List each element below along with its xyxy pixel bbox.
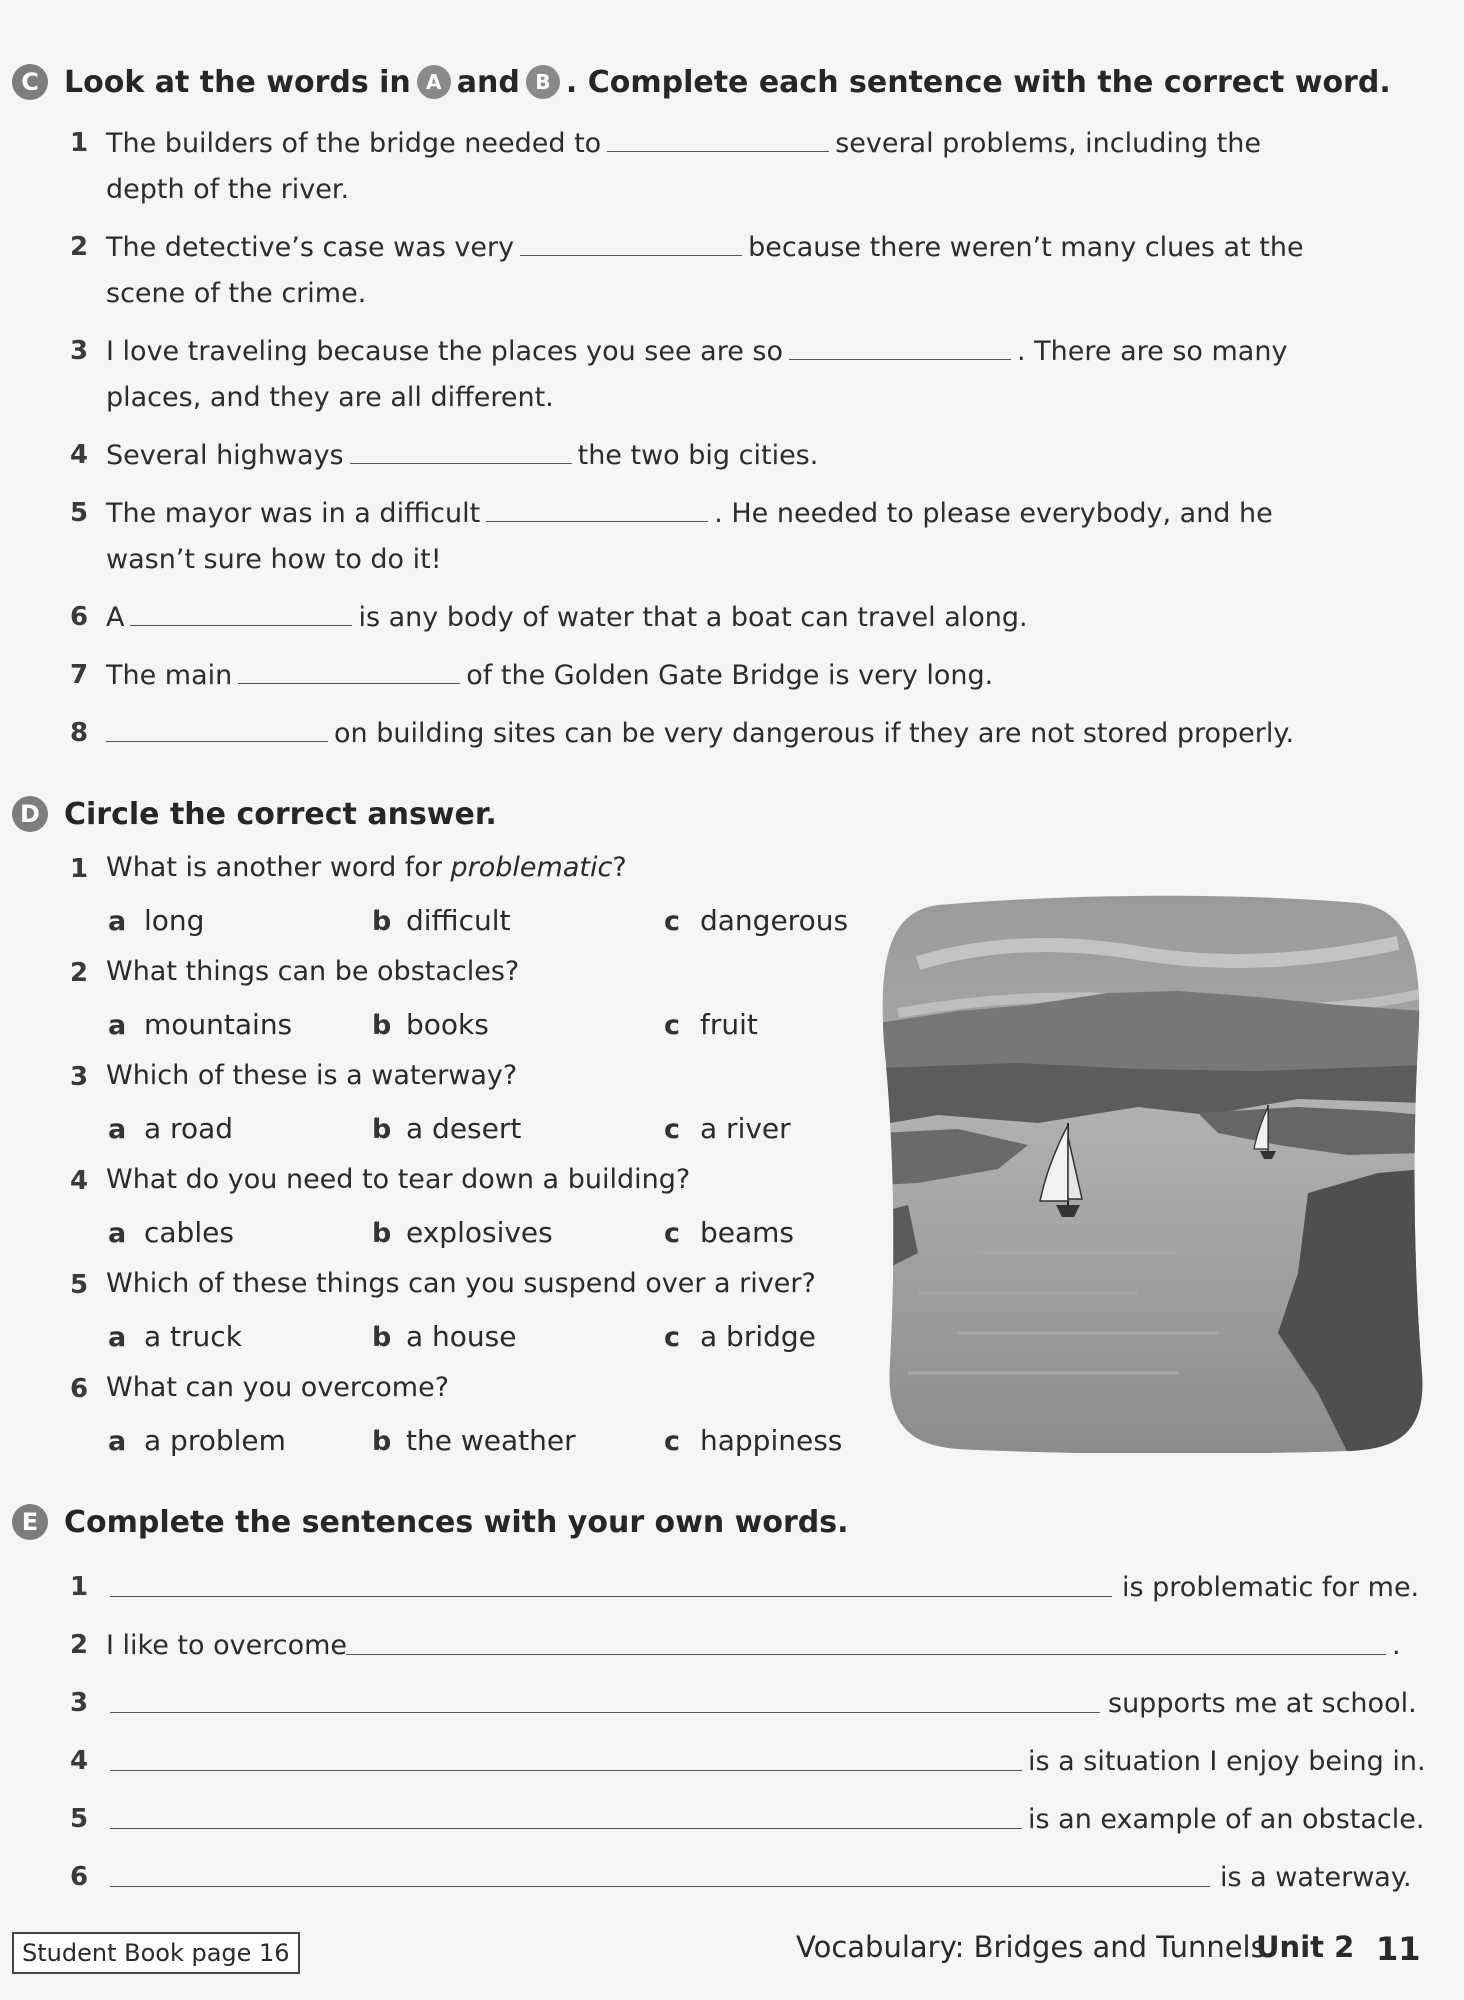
d6-option-b[interactable]: the weather [406, 1424, 576, 1457]
c-item-1-cont: depth of the river. [106, 174, 350, 205]
c6-answer-blank[interactable] [130, 605, 352, 626]
c-item-number: 1 [70, 128, 89, 158]
d1-option-b[interactable]: difficult [406, 904, 511, 937]
option-letter-a: a [108, 1426, 127, 1457]
d1-option-c[interactable]: dangerous [700, 904, 849, 937]
c-item-number: 7 [70, 660, 89, 690]
d4-option-c[interactable]: beams [700, 1216, 795, 1249]
option-letter-b: b [372, 906, 392, 937]
d4-option-a[interactable]: cables [144, 1216, 234, 1249]
d5-option-a[interactable]: a truck [144, 1320, 242, 1353]
d-question-number: 5 [70, 1270, 89, 1300]
section-d-badge: D [12, 796, 48, 832]
c-item-number: 2 [70, 232, 89, 262]
option-letter-a: a [108, 1114, 127, 1145]
e-item-2-period: . [1392, 1630, 1401, 1661]
e-item-5-text: is an example of an obstacle. [1028, 1804, 1425, 1835]
c-item-7: The main of the Golden Gate Bridge is very long. [106, 660, 994, 691]
e-item-3-text: supports me at school. [1108, 1688, 1417, 1719]
section-c-badge: C [12, 64, 48, 100]
e4-answer-line[interactable] [110, 1748, 1022, 1771]
option-letter-a: a [108, 906, 127, 937]
e-item-6-text: is a waterway. [1220, 1862, 1412, 1893]
c-item-5: The mayor was in a difficult . He needed to please everybody, and he [106, 498, 1273, 529]
d6-option-c[interactable]: happiness [700, 1424, 843, 1457]
section-b-ref-badge: B [526, 65, 560, 99]
c3-answer-blank[interactable] [789, 339, 1011, 360]
c-item-8: on building sites can be very dangerous if they are not stored properly. [100, 716, 1294, 752]
e3-answer-line[interactable] [110, 1690, 1100, 1713]
c-item-4: Several highways the two big cities. [106, 440, 819, 471]
student-book-reference: Student Book page 16 [12, 1932, 300, 1974]
river-sailboats-illustration [878, 893, 1424, 1453]
e-item-number: 1 [70, 1572, 89, 1602]
c-item-3: I love traveling because the places you see are so . There are so many [106, 336, 1288, 367]
c7-answer-blank[interactable] [238, 663, 460, 684]
option-letter-c: c [664, 1426, 681, 1457]
e-item-number: 2 [70, 1630, 89, 1660]
c2-answer-blank[interactable] [520, 235, 742, 256]
e-item-number: 4 [70, 1746, 89, 1776]
e-item-number: 6 [70, 1862, 89, 1892]
e-item-number: 5 [70, 1804, 89, 1834]
c8-answer-blank[interactable] [106, 721, 328, 742]
e-item-number: 3 [70, 1688, 89, 1718]
d-question-number: 3 [70, 1062, 89, 1092]
option-letter-c: c [664, 1322, 681, 1353]
d3-option-b[interactable]: a desert [406, 1112, 522, 1145]
d6-option-a[interactable]: a problem [144, 1424, 286, 1457]
footer-unit: Unit 2 [1256, 1930, 1355, 1964]
page-number: 11 [1376, 1930, 1421, 1968]
d3-option-a[interactable]: a road [144, 1112, 234, 1145]
c-item-3-cont: places, and they are all different. [106, 382, 554, 413]
section-e-heading [12, 1504, 849, 1540]
e5-answer-line[interactable] [110, 1806, 1022, 1829]
section-d-heading [12, 796, 497, 832]
option-letter-b: b [372, 1010, 392, 1041]
d-question-5: Which of these things can you suspend over a river? [106, 1268, 816, 1299]
c-item-number: 4 [70, 440, 89, 470]
e2-answer-line[interactable] [346, 1632, 1386, 1655]
d5-option-c[interactable]: a bridge [700, 1320, 816, 1353]
e-item-4-text: is a situation I enjoy being in. [1028, 1746, 1426, 1777]
option-letter-a: a [108, 1010, 127, 1041]
c-item-number: 3 [70, 336, 89, 366]
c-item-6: A is any body of water that a boat can travel along. [106, 602, 1028, 633]
option-letter-b: b [372, 1426, 392, 1457]
section-c-instruction: Look at the words in A and B . Complete each sentence with the correct word. [64, 64, 1391, 100]
d-question-4: What do you need to tear down a building? [106, 1164, 691, 1195]
option-letter-a: a [108, 1322, 127, 1353]
option-letter-b: b [372, 1114, 392, 1145]
e-item-1-text: is problematic for me. [1122, 1572, 1420, 1603]
d2-option-a[interactable]: mountains [144, 1008, 293, 1041]
c-item-2: The detective’s case was very because there weren’t many clues at the [106, 232, 1304, 263]
c-item-5-cont: wasn’t sure how to do it! [106, 544, 442, 575]
d2-option-c[interactable]: fruit [700, 1008, 758, 1041]
section-c-heading [12, 64, 1391, 100]
e6-answer-line[interactable] [110, 1864, 1210, 1887]
d-question-1: What is another word for problematic? [106, 852, 627, 883]
e-item-2-text: I like to overcome [106, 1630, 347, 1661]
d1-option-a[interactable]: long [144, 904, 205, 937]
d4-option-b[interactable]: explosives [406, 1216, 553, 1249]
d-question-3: Which of these is a waterway? [106, 1060, 518, 1091]
e1-answer-line[interactable] [110, 1574, 1112, 1597]
d-question-number: 4 [70, 1166, 89, 1196]
option-letter-a: a [108, 1218, 127, 1249]
d-question-2: What things can be obstacles? [106, 956, 520, 987]
d-question-number: 2 [70, 958, 89, 988]
option-letter-c: c [664, 1218, 681, 1249]
c-item-number: 6 [70, 602, 89, 632]
option-letter-c: c [664, 1010, 681, 1041]
section-e-badge: E [12, 1504, 48, 1540]
d-question-6: What can you overcome? [106, 1372, 450, 1403]
d3-option-c[interactable]: a river [700, 1112, 791, 1145]
c1-answer-blank[interactable] [607, 131, 829, 152]
c-item-number: 8 [70, 718, 89, 748]
option-letter-c: c [664, 1114, 681, 1145]
section-d-instruction: Circle the correct answer. [64, 796, 497, 832]
d-question-number: 6 [70, 1374, 89, 1404]
c4-answer-blank[interactable] [350, 443, 572, 464]
c-item-number: 5 [70, 498, 89, 528]
section-a-ref-badge: A [417, 65, 451, 99]
d-question-number: 1 [70, 854, 89, 884]
c-item-1: The builders of the bridge needed to several problems, including the [106, 128, 1261, 159]
section-e-instruction: Complete the sentences with your own words. [64, 1504, 849, 1540]
d2-option-b[interactable]: books [406, 1008, 489, 1041]
c5-answer-blank[interactable] [486, 501, 708, 522]
option-letter-b: b [372, 1322, 392, 1353]
c-item-2-cont: scene of the crime. [106, 278, 367, 309]
option-letter-c: c [664, 906, 681, 937]
option-letter-b: b [372, 1218, 392, 1249]
d5-option-b[interactable]: a house [406, 1320, 517, 1353]
footer-title: Vocabulary: Bridges and Tunnels [796, 1930, 1266, 1964]
